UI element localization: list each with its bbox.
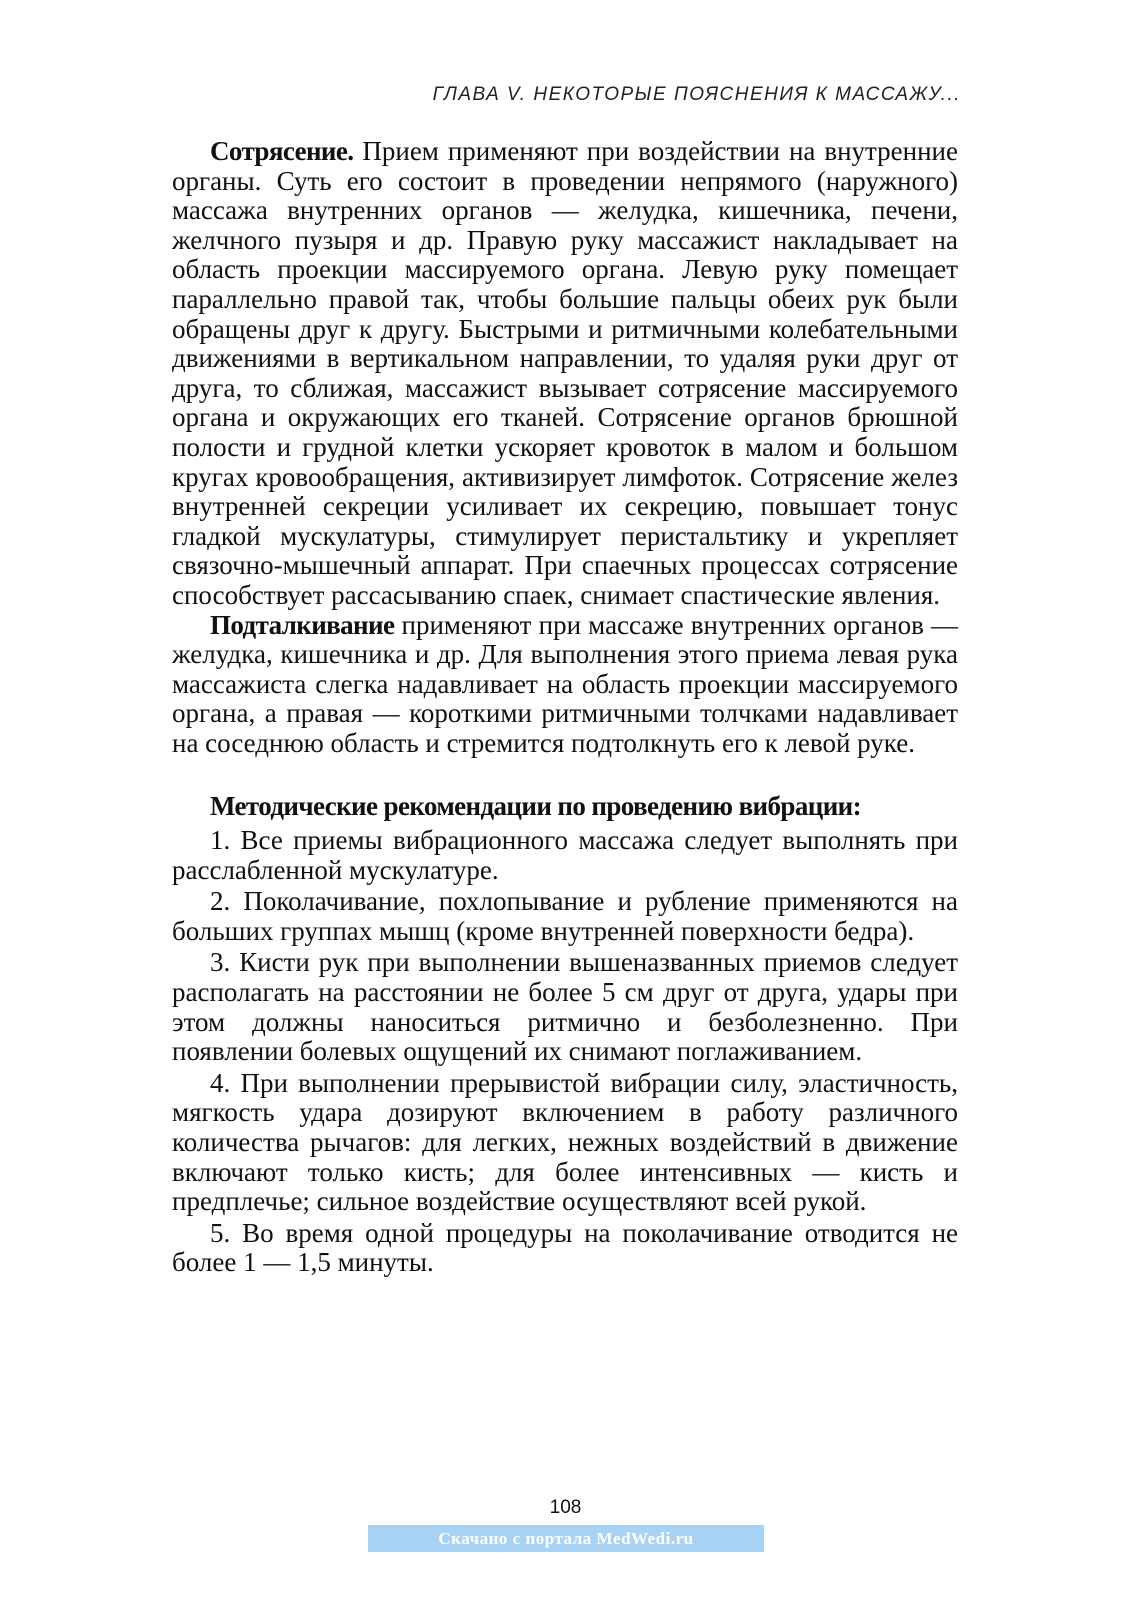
paragraph-pushing-text: применяют при массаже внутренних органов — желудка, кишечника и др. Для выполнения этого приема левая рука массажиста слегка надавливает на область проекции массируемого органа, а правая — короткими ритмичными толчками надавливает на соседнюю область и стремится подтолкнуть его к левой руке. — [172, 609, 958, 758]
guidelines-list — [172, 826, 958, 1278]
term-pushing: Подталкивание — [210, 609, 395, 640]
list-item: 4. При выполнении прерывистой вибрации силу, эластичность, мягкость удара дозируют включением в работу различного количества рычагов: для легких, нежных воздействий в движение включают только кисть; для более интенсивных — кисть и предплечье; сильное воздействие осуществляют всей рукой. — [172, 1067, 958, 1217]
text-body — [172, 137, 958, 1280]
paragraph-shaking-text: Прием применяют при воздействии на внутренние органы. Суть его состоит в проведении непрямого (наружного) массажа внутренних органов — желудка, кишечника, печени, желчного пузыря и др. Правую руку массажист накладывает на область проекции массируемого органа. Левую руку помещает параллельно правой так, чтобы большие пальцы обеих рук были обращены друг к другу. Быстрыми и ритмичными колебательными движениями в вертикальном направлении, то удаляя руки друг от друга, то сближая, массажист вызывает сотрясение массируемого органа и окружающих его тканей. Сотрясение органов брюшной полости и грудной клетки ускоряет кровоток в малом и большом кругах кровообращения, активизирует лимфоток. Сотрясение желез внутренней секреции усиливает их секрецию, повышает тонус гладкой мускулатуры, стимулирует перистальтику и укрепляет связочно-мышечный аппарат. При спаечных процессах сотрясение способствует рассасыванию спаек, снимает спастические явления. — [172, 136, 958, 610]
list-item: 1. Все приемы вибрационного массажа следует выполнять при расслабленной мускулатуре. — [172, 825, 958, 885]
page-number: 108 — [549, 1497, 582, 1518]
list-item: 5. Во время одной процедуры на поколачивание отводится не более 1 — 1,5 минуты. — [172, 1217, 958, 1278]
paragraph-pushing — [172, 611, 958, 759]
term-shaking: Сотрясение. — [210, 136, 354, 166]
watermark-banner: Скачано с портала MedWedi.ru — [368, 1525, 764, 1552]
guidelines-section — [172, 792, 958, 1278]
list-item: 2. Поколачивание, похлопывание и рубление применяются на больших группах мышц (кроме внутренней поверхности бедра). — [172, 886, 958, 946]
running-header: ГЛАВА V. НЕКОТОРЫЕ ПОЯСНЕНИЯ К МАССАЖУ... — [432, 84, 961, 105]
guidelines-heading: Методические рекомендации по проведению вибрации: — [210, 791, 861, 822]
list-item: 3. Кисти рук при выполнении вышеназванных приемов следует располагать на расстоянии не более 5 см друг от друга, удары при этом должны наноситься ритмично и безболезненно. При появлении болевых ощущений их снимают поглаживанием. — [172, 947, 958, 1067]
paragraph-shaking — [172, 137, 958, 611]
